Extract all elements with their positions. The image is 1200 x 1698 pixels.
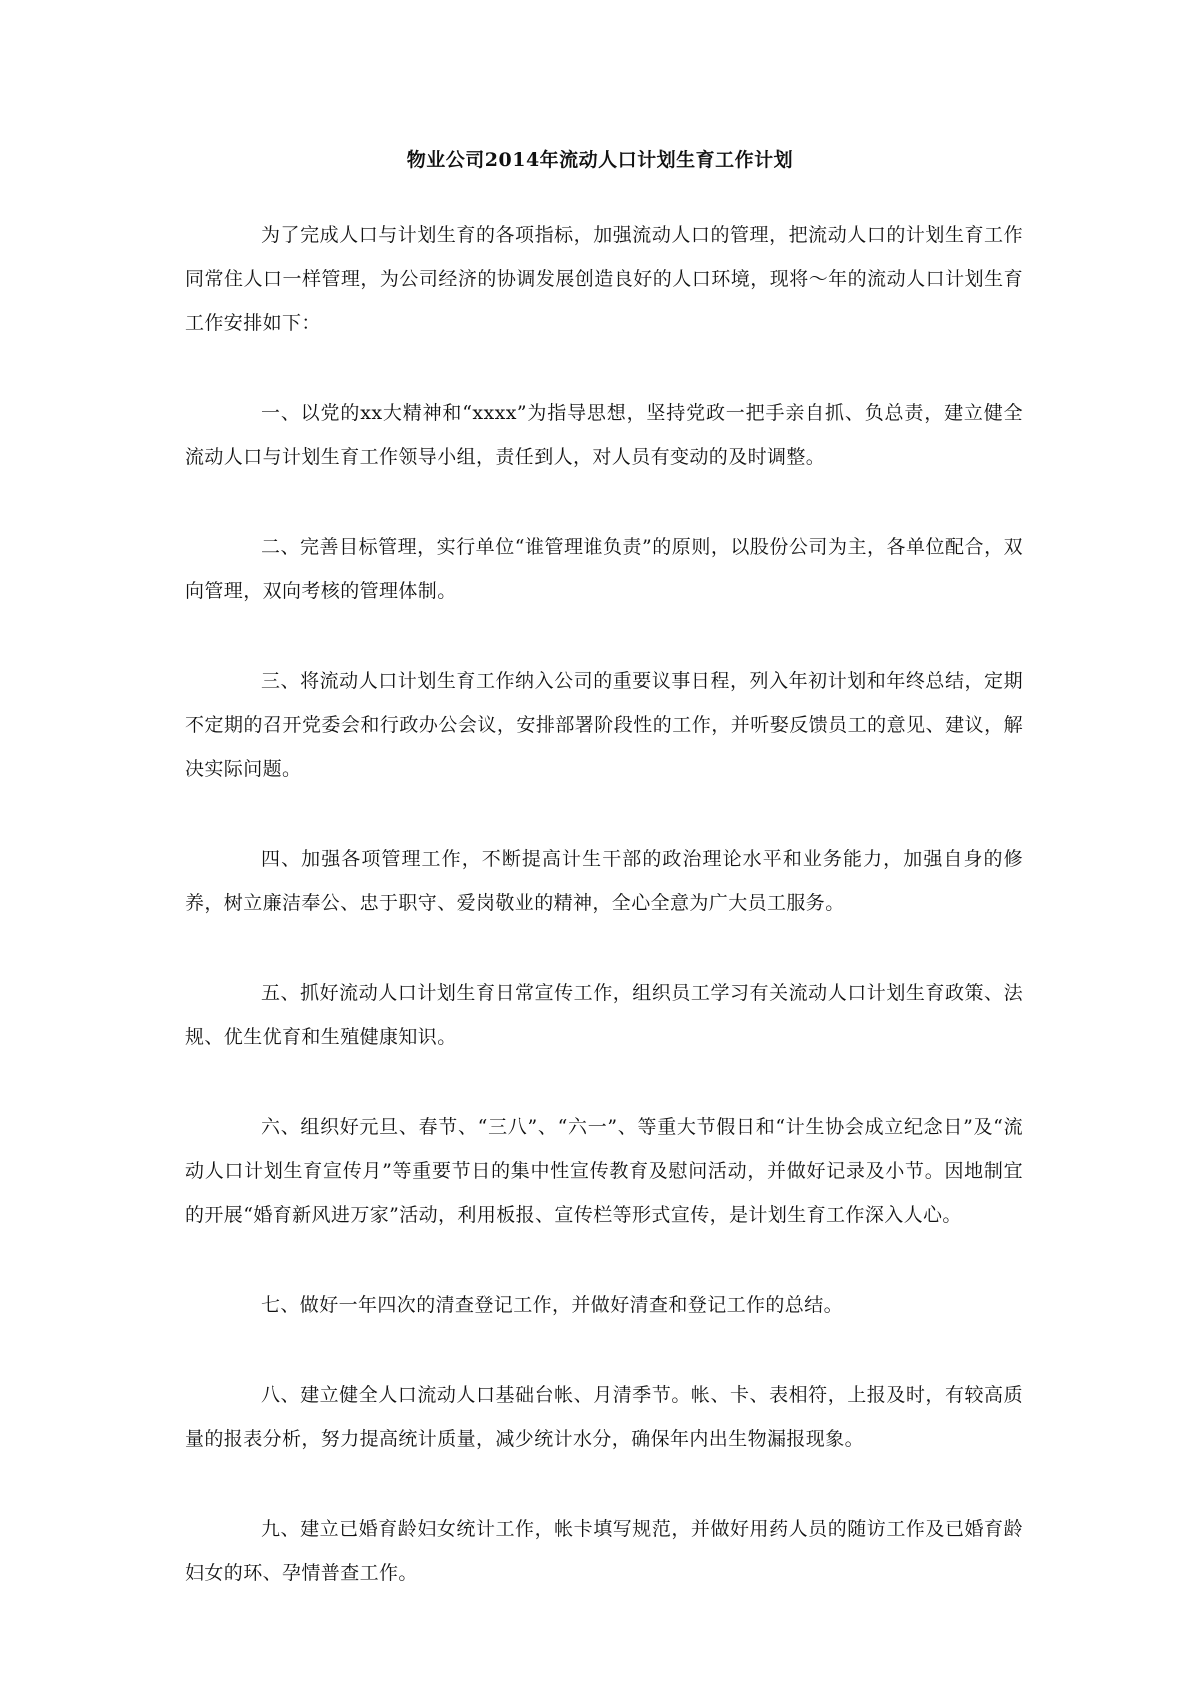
paragraph-item-9: 九、建立已婚育龄妇女统计工作，帐卡填写规范，并做好用药人员的随访工作及已婚育龄妇女的环、孕情普查工作。 [185, 1518, 1023, 1584]
paragraph-item-2: 二、完善目标管理，实行单位“谁管理谁负责”的原则，以股份公司为主，各单位配合，双向管理，双向考核的管理体制。 [185, 536, 1023, 602]
document-body [185, 213, 1023, 1641]
paragraph-item-5: 五、抓好流动人口计划生育日常宣传工作，组织员工学习有关流动人口计划生育政策、法规、优生优育和生殖健康知识。 [185, 982, 1023, 1048]
paragraph-item-6: 六、组织好元旦、春节、“三八”、“六一”、等重大节假日和“计生协会成立纪念日”及“流动人口计划生育宣传月”等重要节日的集中性宣传教育及慰问活动，并做好记录及小节。因地制宜的开展“婚育新风进万家”活动，利用板报、宣传栏等形式宣传，是计划生育工作深入人心。 [185, 1116, 1023, 1226]
paragraph-item-1: 一、以党的xx大精神和“xxxx”为指导思想，坚持党政一把手亲自抓、负总责，建立健全流动人口与计划生育工作领导小组，责任到人，对人员有变动的及时调整。 [185, 402, 1023, 468]
paragraph-item-7: 七、做好一年四次的清查登记工作，并做好清查和登记工作的总结。 [261, 1294, 844, 1316]
paragraph-item-8: 八、建立健全人口流动人口基础台帐、月清季节。帐、卡、表相符，上报及时，有较高质量的报表分析，努力提高统计质量，减少统计水分，确保年内出生物漏报现象。 [185, 1384, 1023, 1450]
paragraph-intro: 为了完成人口与计划生育的各项指标，加强流动人口的管理，把流动人口的计划生育工作同常住人口一样管理，为公司经济的协调发展创造良好的人口环境，现将～年的流动人口计划生育工作安排如下： [185, 224, 1023, 334]
document-title: 物业公司2014年流动人口计划生育工作计划 [406, 149, 794, 171]
paragraph-item-4: 四、加强各项管理工作，不断提高计生干部的政治理论水平和业务能力，加强自身的修养，树立廉洁奉公、忠于职守、爱岗敬业的精神，全心全意为广大员工服务。 [185, 848, 1023, 914]
paragraph-item-3: 三、将流动人口计划生育工作纳入公司的重要议事日程，列入年初计划和年终总结，定期不定期的召开党委会和行政办公会议，安排部署阶段性的工作，并听娶反馈员工的意见、建议，解决实际问题。 [185, 670, 1023, 780]
